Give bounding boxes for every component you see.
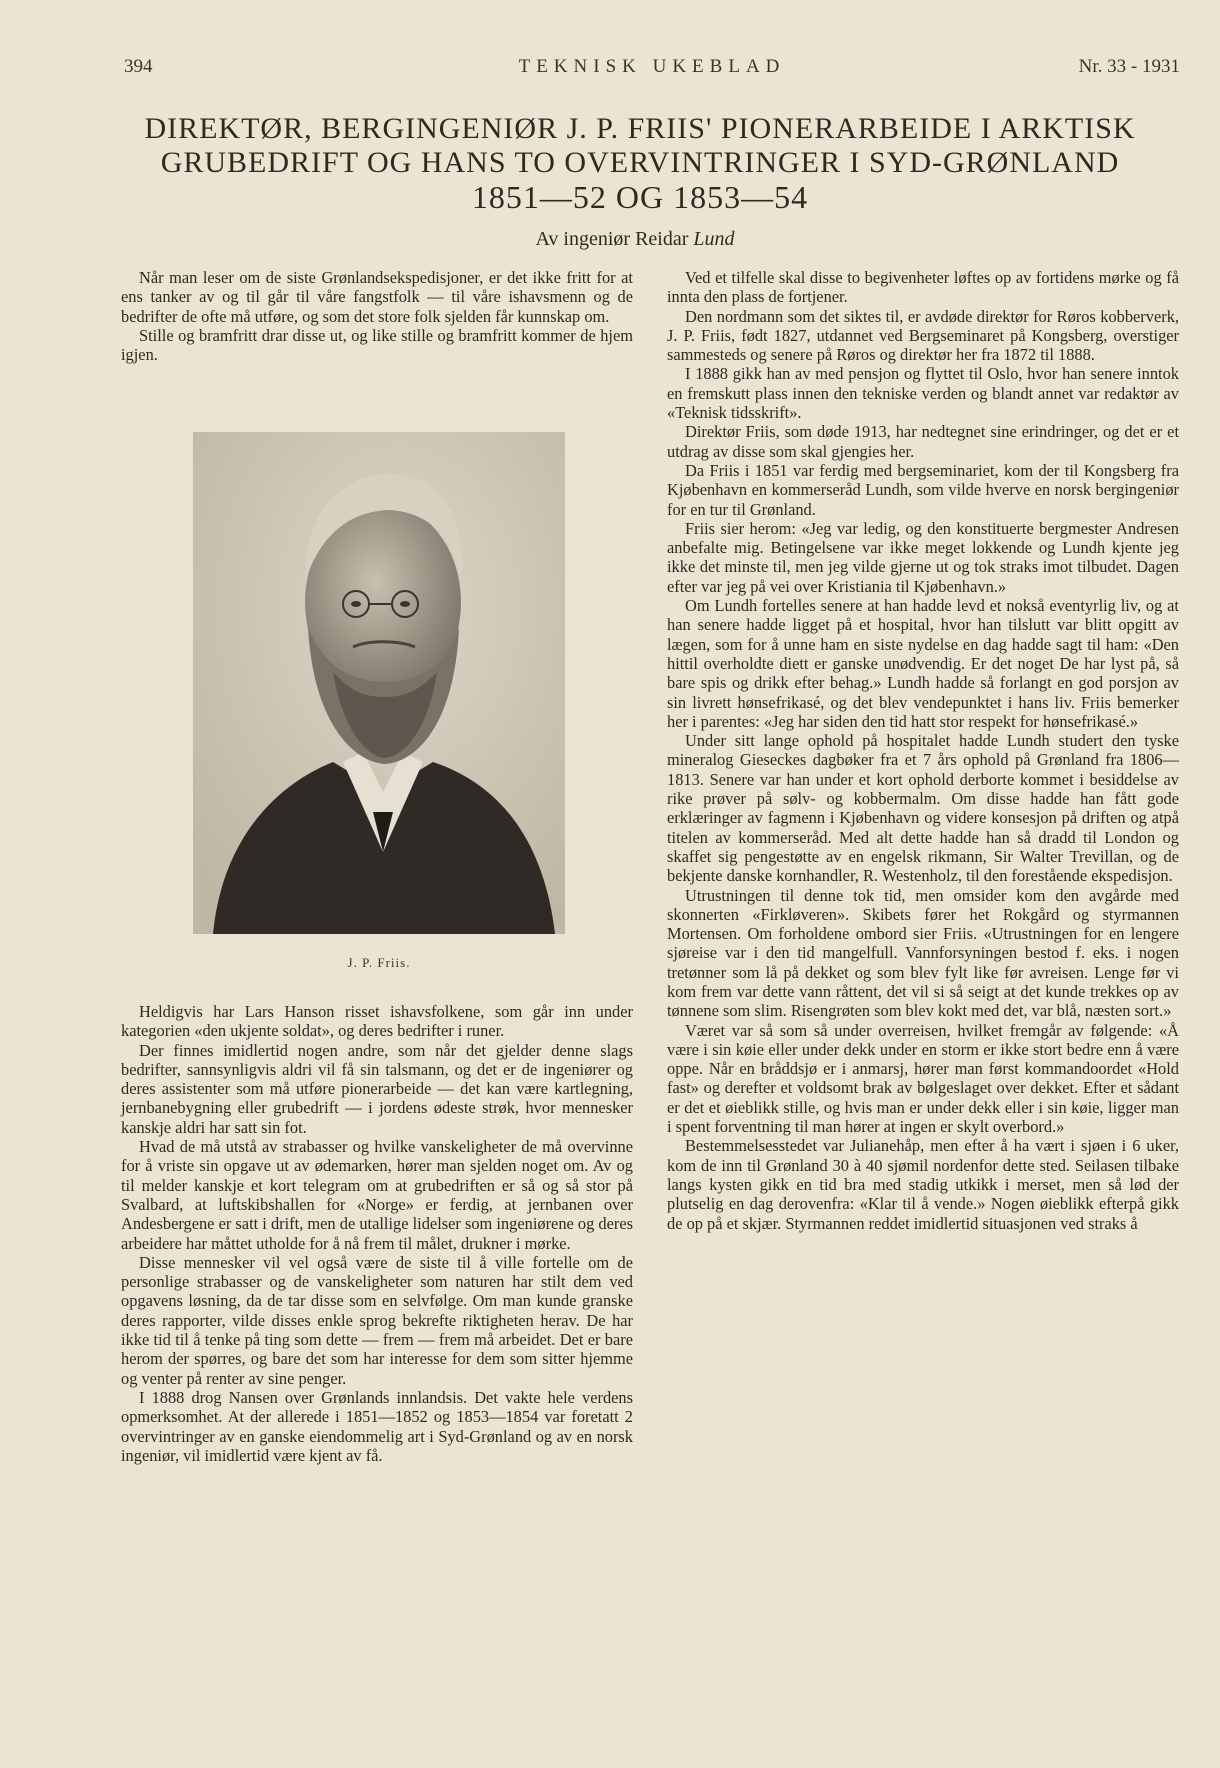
title-line-2: GRUBEDRIFT OG HANS TO OVERVINTRINGER I SYD-GRØNLAND [160, 146, 1120, 179]
paragraph: Ved et tilfelle skal disse to begivenheter løftes op av fortidens mørke og få innta den plass de fortjener. [667, 268, 1179, 307]
running-head [124, 56, 1180, 86]
issue-number: Nr. 33 - 1931 [1078, 56, 1180, 77]
page-number: 394 [124, 56, 153, 77]
paragraph: I 1888 drog Nansen over Grønlands innlandsis. Det vakte hele verdens opmerksomhet. At der allerede i 1851—1852 og 1853—1854 var foretatt 2 overvintringer av en ganske eiendommelig art i Syd-Grønland og av en norsk ingeniør, vil imidlertid være kjent av få. [121, 1387, 633, 1465]
publication-title: TEKNISK UKEBLAD [518, 56, 786, 77]
left-column-main [121, 1002, 633, 1465]
paragraph: Utrustningen til denne tok tid, men omsider kom den avgårde med skonnerten «Firkløveren». Skibets fører het Rokgård og styrmannen Mortensen. Om forholdene ombord sier Friis. «Utrustningen for en lengere sjøreise var i den tid mangelfull. Vannforsyningen bestod f. eks. i nogen tretønner som lå på dekket og som blev fylt like før avreisen. Lenge før vi kom frem var dette vann råttent, det vil si så seigt at det kunde trekkes op av tønnene som slim. Risengrøten som blev kokt med det, var blå, næsten sort.» [667, 885, 1179, 1021]
paragraph: Været var så som så under overreisen, hvilket fremgår av følgende: «Å være i sin køie eller under dekk under en storm er ikke stort bedre enn å være oppe. Når en bråddsjø er i anmarsj, hører man først kommandoordet «Hold fast» og derefter et voldsomt brak av bølgeslaget over dekket. Efter et sådant er det et øieblikk stille, og hvis man er under dekk eller i sin køie, ligger man i spent forventning til man hører at ingen er skylt overbord.» [667, 1020, 1179, 1137]
paragraph: Stille og bramfritt drar disse ut, og like stille og bramfritt kommer de hjem igjen. [121, 325, 633, 365]
portrait-illustration [193, 432, 565, 934]
paragraph: Om Lundh fortelles senere at han hadde levd et nokså eventyrlig liv, og at han senere hadde ligget på et hospital, hvor han tilslutt var blitt opgitt av lægen, som for å unne ham en siste nydelse en dag hadde sagt til ham: «Den hittil overholdte diett er ganske unødvendig. Er det noget De har lyst på, så bare spis og drikk efter behag.» Lundh hadde så forlangt en god porsjon av sin livrett hønsefrikasé, og det blev vendepunktet i hans liv. Friis bemerker her i parentes: «Jeg har siden den tid hatt stor respekt for hønsefrikasé.» [667, 596, 1179, 731]
paragraph: Under sitt lange ophold på hospitalet hadde Lundh studert den tyske mineralog Gieseckes dagbøker fra et 7 års ophold på Grønland fra 1806—1813. Senere var han under et kort ophold derborte kommet i besiddelse av rike prøver på sølv- og kobbermalm. Om disse hadde han fått gode erklæringer av fagmenn i Kjøbenhavn og videre konsesjon på driften og atpå titelen av kommerseråd. Med alt dette hadde han så dradd til London og skaffet sig pengestøtte av en engelsk rikmann, Sir Walter Trevillan, og de bekjente danske kornhandler, R. Westenholz, til den forestående ekspedisjon. [667, 731, 1179, 886]
paragraph: Bestemmelsesstedet var Julianehåp, men efter å ha vært i sjøen i 6 uker, kom de inn til Grønland 30 à 40 sjømil nordenfor dette sted. Seilasen tilbake langs kysten gikk en tid bra med stadig utkikk i merset, men så lød der plutselig en dag derovenfra: «Klar til å vende.» Nogen øieblikk efterpå gikk de op på et skjær. Styrmannen reddet imidlertid situasjonen ved straks å [667, 1136, 1179, 1233]
byline-prefix: Av ingeniør Reidar [535, 228, 689, 250]
paragraph: Der finnes imidlertid nogen andre, som når det gjelder denne slags bedrifter, sannsynligvis aldri vil få sin talsmann, og det er de ingeniører og deres assistenter som må utføre pionerarbeide — det kan være kartlegning, jernbanebygning eller grubedrift — i jordens ødeste strøk, hvor mennesker kanskje aldri har satt sin fot. [121, 1040, 633, 1137]
title-line-3: 1851—52 OG 1853—54 [471, 179, 809, 215]
paragraph: Når man leser om de siste Grønlandsekspedisjoner, er det ikke fritt for at ens tanker av og til går til våre fangstfolk — til våre ishavsmenn og de bedrifter de ofte må utføre, og som det store folk sjelden får kunnskap om. [121, 268, 633, 326]
figure-caption: J. P. Friis. [347, 955, 411, 970]
paragraph: Heldigvis har Lars Hanson risset ishavsfolkene, som går inn under kategorien «den ukjente soldat», og deres bedrifter i runer. [121, 1002, 633, 1041]
byline [100, 228, 1170, 251]
paragraph: Friis sier herom: «Jeg var ledig, og den konstituerte bergmester Andresen anbefalte mig. Betingelsene var ikke meget lokkende og Lundh kjente jeg ikke det minste til, men jeg vilde gjerne ut og tok straks imot tilbudet. Dagen efter var jeg på vei over Kristiania til Kjøbenhavn.» [667, 518, 1179, 596]
paragraph: Da Friis i 1851 var ferdig med bergseminariet, kom der til Kongsberg fra Kjøbenhavn en kommerseråd Lundh, som vilde hverve en norsk bergingeniør for en tur til Grønland. [667, 460, 1179, 519]
paragraph: Direktør Friis, som døde 1913, har nedtegnet sine erindringer, og det er et utdrag av disse som skal gjengies her. [667, 422, 1179, 461]
paragraph: I 1888 gikk han av med pensjon og flyttet til Oslo, hvor han senere inntok en fremskutt plass innen den tekniske verden og blandt annet var redaktør av «Teknisk tidsskrift». [667, 364, 1179, 423]
title-line-1: DIREKTØR, BERGINGENIØR J. P. FRIIS' PIONERARBEIDE I ARKTISK [144, 112, 1136, 145]
paragraph: Den nordmann som det siktes til, er avdøde direktør for Røros kobberverk, J. P. Friis, født 1827, utdannet ved Bergseminaret på Kongsberg, overstiger sammesteds og senere på Røros og direktør her fra 1872 til 1888. [667, 306, 1179, 365]
right-column [667, 268, 1179, 1233]
paragraph: Disse mennesker vil vel også være de siste til å ville fortelle om de personlige strabasser og de vanskeligheter som naturen har stilt dem ved opgavens løsning, da de tar disse som en selvfølge. Om man kunde granske deres rapporter, vilde disses enkle sprog bekrefte riktigheten herav. De har ikke tid til å tenke på ting som dette — frem — frem må arbeidet. Det er bare herom der spørres, og bare det som har interesse for dem som sitter hjemme og venter på renter av sine penger. [121, 1252, 633, 1388]
article-title [100, 112, 1180, 214]
byline-author: Lund [693, 228, 735, 250]
paragraph: Hvad de må utstå av strabasser og hvilke vanskeligheter de må overvinne for å vriste sin opgave ut av ødemarken, hører man sjelden noget om. Av og til melder kanskje et kort telegram om at grubedriften er så og så stor på Svalbard, at luftskibshallen for «Norge» er ferdig, at jernbanen over Andesbergene er satt i drift, men de utallige lidelser som ingeniørene og deres arbeidere har måttet utholde for å nå frem til målet, drukner i mørke. [121, 1137, 633, 1253]
left-column-intro [121, 268, 633, 364]
portrait-photo [193, 432, 565, 934]
